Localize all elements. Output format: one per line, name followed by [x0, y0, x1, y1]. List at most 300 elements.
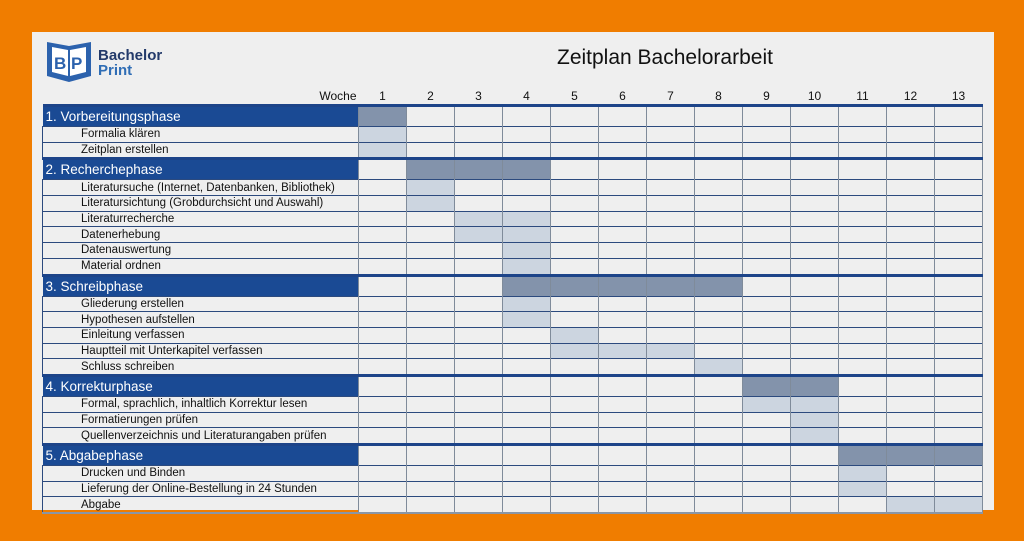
task-row — [43, 127, 983, 143]
week-cell — [599, 359, 647, 376]
task-label: Schluss schreiben — [43, 359, 359, 376]
week-number: 11 — [856, 89, 869, 103]
phase-row — [43, 375, 983, 396]
week-cell — [407, 481, 455, 497]
week-cell — [599, 312, 647, 328]
week-cell-scheduled — [551, 275, 599, 296]
week-cell — [407, 327, 455, 343]
week-cell — [743, 142, 791, 159]
week-cell — [359, 466, 407, 482]
week-cell — [551, 243, 599, 259]
week-cell — [887, 159, 935, 180]
page-title: Zeitplan Bachelorarbeit — [557, 46, 773, 69]
task-label: Datenerhebung — [43, 227, 359, 243]
week-cell-scheduled — [551, 343, 599, 359]
week-cell — [359, 327, 407, 343]
week-cell — [935, 159, 983, 180]
week-cell — [551, 106, 599, 127]
week-cell — [695, 227, 743, 243]
week-cell — [503, 466, 551, 482]
week-cell — [695, 211, 743, 227]
week-cell — [359, 375, 407, 396]
task-label: Formalia klären — [43, 127, 359, 143]
week-number: 13 — [951, 89, 966, 103]
week-cell — [839, 159, 887, 180]
week-cell — [647, 396, 695, 412]
week-cell — [743, 258, 791, 275]
week-number: 6 — [619, 89, 626, 103]
task-row — [43, 327, 983, 343]
week-cell — [839, 375, 887, 396]
task-label: Literatursichtung (Grobdurchsicht und Auswahl) — [43, 196, 359, 212]
week-cell — [599, 396, 647, 412]
week-cell-scheduled — [503, 312, 551, 328]
week-cell — [839, 127, 887, 143]
week-cell-scheduled — [407, 180, 455, 196]
week-cell — [743, 275, 791, 296]
week-cell — [935, 312, 983, 328]
week-cell — [407, 211, 455, 227]
week-cell-scheduled — [743, 375, 791, 396]
week-cell-scheduled — [407, 159, 455, 180]
week-cell — [887, 196, 935, 212]
week-cell-scheduled — [503, 296, 551, 312]
week-cell — [599, 296, 647, 312]
phase-label: 2. Recherchephase — [43, 159, 359, 180]
week-cell — [599, 375, 647, 396]
task-label: Gliederung erstellen — [43, 296, 359, 312]
week-cell — [887, 466, 935, 482]
task-row — [43, 428, 983, 445]
week-number: 1 — [379, 89, 386, 103]
week-cell — [647, 375, 695, 396]
week-cell — [407, 412, 455, 428]
week-number: 10 — [807, 89, 822, 103]
week-cell-scheduled — [695, 275, 743, 296]
week-cell — [407, 396, 455, 412]
week-cell — [503, 142, 551, 159]
week-cell-scheduled — [887, 497, 935, 513]
week-cell-scheduled — [839, 481, 887, 497]
week-cell — [791, 481, 839, 497]
task-label: Formal, sprachlich, inhaltlich Korrektur lesen — [43, 396, 359, 412]
week-cell — [407, 243, 455, 259]
week-cell — [551, 396, 599, 412]
week-cell — [407, 312, 455, 328]
week-cell — [791, 142, 839, 159]
week-cell — [407, 445, 455, 466]
week-cell — [455, 327, 503, 343]
svg-text:B: B — [54, 54, 67, 73]
week-cell — [695, 497, 743, 513]
week-cell — [695, 396, 743, 412]
week-cell — [503, 497, 551, 513]
week-cell — [551, 375, 599, 396]
week-number: 3 — [475, 89, 482, 103]
week-cell — [839, 428, 887, 445]
week-cell-scheduled — [599, 275, 647, 296]
week-cell — [551, 445, 599, 466]
logo-wordmark — [98, 48, 162, 78]
week-cell — [359, 497, 407, 513]
week-cell-scheduled — [791, 375, 839, 396]
week-cell — [647, 481, 695, 497]
week-cell — [839, 359, 887, 376]
week-cell — [407, 296, 455, 312]
task-label: Literatursuche (Internet, Datenbanken, Bibliothek) — [43, 180, 359, 196]
week-cell — [695, 412, 743, 428]
week-cell — [503, 106, 551, 127]
week-number: 4 — [523, 89, 530, 103]
week-cell — [551, 127, 599, 143]
week-cell — [551, 466, 599, 482]
week-cell — [647, 312, 695, 328]
week-cell — [599, 106, 647, 127]
week-cell — [935, 327, 983, 343]
week-cell — [695, 445, 743, 466]
week-cell — [743, 466, 791, 482]
week-cell — [743, 445, 791, 466]
week-cell — [455, 106, 503, 127]
week-cell — [839, 275, 887, 296]
task-label: Einleitung verfassen — [43, 327, 359, 343]
week-cell — [791, 312, 839, 328]
week-cell — [647, 327, 695, 343]
week-cell — [647, 497, 695, 513]
week-cell — [647, 412, 695, 428]
task-row — [43, 312, 983, 328]
week-cell — [743, 227, 791, 243]
week-cell — [695, 375, 743, 396]
week-cell — [935, 258, 983, 275]
week-cell — [887, 327, 935, 343]
week-cell — [935, 211, 983, 227]
week-cell — [647, 428, 695, 445]
task-label: Abgabe — [43, 497, 359, 513]
week-cell-scheduled — [791, 428, 839, 445]
week-cell-scheduled — [935, 445, 983, 466]
week-cell — [839, 258, 887, 275]
week-cell — [695, 466, 743, 482]
week-cell — [455, 312, 503, 328]
week-cell — [647, 142, 695, 159]
week-cell — [647, 445, 695, 466]
bachelor-print-logo-icon — [44, 36, 94, 86]
task-row — [43, 211, 983, 227]
week-cell — [647, 211, 695, 227]
week-cell — [503, 445, 551, 466]
week-cell — [791, 211, 839, 227]
week-cell — [599, 180, 647, 196]
week-cell — [743, 243, 791, 259]
week-cell-scheduled — [407, 196, 455, 212]
week-cell — [695, 312, 743, 328]
week-cell — [647, 106, 695, 127]
week-cell — [743, 106, 791, 127]
week-cell — [887, 343, 935, 359]
week-cell — [599, 243, 647, 259]
week-cell-scheduled — [839, 445, 887, 466]
week-cell — [743, 481, 791, 497]
week-cell — [455, 445, 503, 466]
week-cell — [647, 180, 695, 196]
week-cell — [503, 428, 551, 445]
week-cell — [791, 127, 839, 143]
week-cell — [839, 412, 887, 428]
week-cell — [887, 412, 935, 428]
week-cell — [743, 327, 791, 343]
week-cell — [887, 258, 935, 275]
week-cell — [455, 196, 503, 212]
week-cell — [791, 343, 839, 359]
week-cell — [743, 159, 791, 180]
week-cell — [407, 375, 455, 396]
week-cell — [791, 497, 839, 513]
week-cell — [695, 196, 743, 212]
week-cell-scheduled — [503, 227, 551, 243]
week-cell — [935, 412, 983, 428]
task-row — [43, 142, 983, 159]
week-cell — [551, 428, 599, 445]
week-cell — [935, 127, 983, 143]
week-cell-scheduled — [935, 497, 983, 513]
week-cell — [551, 180, 599, 196]
week-cell — [743, 296, 791, 312]
week-cell — [743, 412, 791, 428]
week-cell — [935, 481, 983, 497]
week-cell — [839, 211, 887, 227]
week-cell — [599, 127, 647, 143]
week-cell — [887, 106, 935, 127]
task-row — [43, 296, 983, 312]
week-cell — [455, 180, 503, 196]
week-cell — [455, 481, 503, 497]
week-cell — [839, 343, 887, 359]
week-cell — [647, 466, 695, 482]
week-cell-scheduled — [743, 396, 791, 412]
week-cell — [359, 227, 407, 243]
week-cell — [647, 243, 695, 259]
week-cell — [359, 445, 407, 466]
week-cell — [791, 275, 839, 296]
week-cell — [599, 481, 647, 497]
week-cell — [455, 497, 503, 513]
week-cell-scheduled — [791, 412, 839, 428]
week-cell — [407, 359, 455, 376]
week-cell-scheduled — [647, 343, 695, 359]
phase-row — [43, 106, 983, 127]
week-cell — [455, 127, 503, 143]
week-cell — [647, 359, 695, 376]
week-cell — [935, 142, 983, 159]
phase-label: 3. Schreibphase — [43, 275, 359, 296]
week-cell — [647, 258, 695, 275]
week-number: 2 — [427, 89, 434, 103]
week-cell — [887, 481, 935, 497]
week-cell-scheduled — [791, 396, 839, 412]
week-cell — [503, 343, 551, 359]
week-cell — [407, 106, 455, 127]
week-cell — [887, 127, 935, 143]
week-cell — [455, 243, 503, 259]
week-cell — [407, 428, 455, 445]
week-cell-scheduled — [647, 275, 695, 296]
week-cell — [503, 127, 551, 143]
task-row — [43, 396, 983, 412]
week-cell — [695, 258, 743, 275]
week-cell-scheduled — [503, 159, 551, 180]
week-cell — [791, 196, 839, 212]
week-cell — [503, 327, 551, 343]
phase-row — [43, 445, 983, 466]
week-cell — [839, 142, 887, 159]
task-row — [43, 359, 983, 376]
week-cell — [791, 445, 839, 466]
task-row — [43, 343, 983, 359]
week-cell — [791, 243, 839, 259]
week-cell — [551, 359, 599, 376]
week-cell — [695, 106, 743, 127]
task-label: Formatierungen prüfen — [43, 412, 359, 428]
week-cell — [791, 258, 839, 275]
phase-row — [43, 159, 983, 180]
week-cell — [935, 375, 983, 396]
week-cell — [455, 343, 503, 359]
week-cell — [551, 412, 599, 428]
week-cell — [791, 327, 839, 343]
week-cell — [359, 396, 407, 412]
week-cell — [551, 142, 599, 159]
week-cell-scheduled — [455, 227, 503, 243]
week-cell — [695, 296, 743, 312]
week-cell — [695, 428, 743, 445]
week-cell — [647, 227, 695, 243]
week-cell — [791, 180, 839, 196]
week-cell — [743, 196, 791, 212]
week-cell — [551, 497, 599, 513]
week-cell — [503, 196, 551, 212]
week-cell — [599, 227, 647, 243]
week-cell-scheduled — [551, 327, 599, 343]
week-cell — [791, 359, 839, 376]
week-cell — [647, 196, 695, 212]
week-cell — [455, 258, 503, 275]
week-cell — [359, 159, 407, 180]
week-cell — [935, 196, 983, 212]
task-label: Zeitplan erstellen — [43, 142, 359, 159]
week-cell — [791, 227, 839, 243]
week-cell-scheduled — [503, 275, 551, 296]
week-cell — [359, 312, 407, 328]
logo-line1: Bachelor — [98, 47, 163, 64]
week-cell — [359, 343, 407, 359]
week-cell — [407, 258, 455, 275]
task-label: Literaturrecherche — [43, 211, 359, 227]
week-cell — [455, 275, 503, 296]
week-cell — [647, 127, 695, 143]
phase-label: 5. Abgabephase — [43, 445, 359, 466]
task-row — [43, 243, 983, 259]
task-row — [43, 227, 983, 243]
week-cell — [887, 211, 935, 227]
task-row — [43, 412, 983, 428]
week-cell — [599, 142, 647, 159]
week-cell — [839, 196, 887, 212]
week-cell — [695, 243, 743, 259]
week-cell — [455, 142, 503, 159]
week-cell — [695, 343, 743, 359]
week-cell — [839, 327, 887, 343]
week-cell — [935, 296, 983, 312]
week-cell-scheduled — [839, 466, 887, 482]
week-cell — [887, 243, 935, 259]
week-cell — [935, 428, 983, 445]
week-cell-scheduled — [359, 127, 407, 143]
task-row — [43, 196, 983, 212]
week-cell — [935, 343, 983, 359]
week-cell — [743, 127, 791, 143]
week-cell-scheduled — [503, 258, 551, 275]
week-cell — [791, 159, 839, 180]
week-cell — [599, 466, 647, 482]
week-cell — [887, 428, 935, 445]
task-row — [43, 258, 983, 275]
week-cell — [695, 142, 743, 159]
week-cell-scheduled — [503, 243, 551, 259]
week-number: 8 — [715, 89, 722, 103]
schedule-table — [42, 86, 983, 514]
week-cell — [407, 466, 455, 482]
week-cell — [791, 296, 839, 312]
week-cell — [359, 359, 407, 376]
week-cell — [887, 312, 935, 328]
week-number: 12 — [903, 89, 918, 103]
week-cell-scheduled — [455, 211, 503, 227]
week-cell-scheduled — [695, 359, 743, 376]
week-cell — [887, 359, 935, 376]
week-cell-scheduled — [599, 343, 647, 359]
week-cell — [359, 243, 407, 259]
week-cell — [359, 412, 407, 428]
week-cell — [359, 196, 407, 212]
week-cell — [455, 359, 503, 376]
week-cell — [839, 227, 887, 243]
week-cell — [887, 375, 935, 396]
task-row — [43, 497, 983, 513]
week-cell — [551, 211, 599, 227]
week-cell — [695, 180, 743, 196]
week-cell — [935, 396, 983, 412]
week-cell — [839, 106, 887, 127]
week-cell-scheduled — [359, 142, 407, 159]
week-cell — [887, 142, 935, 159]
week-cell — [551, 481, 599, 497]
week-cell — [455, 375, 503, 396]
week-cell — [887, 275, 935, 296]
week-cell — [551, 312, 599, 328]
week-cell — [359, 275, 407, 296]
phase-label: 4. Korrekturphase — [43, 375, 359, 396]
task-label: Hypothesen aufstellen — [43, 312, 359, 328]
week-cell — [887, 296, 935, 312]
week-number: 5 — [571, 89, 578, 103]
week-cell — [407, 142, 455, 159]
week-cell — [791, 106, 839, 127]
week-cell — [599, 258, 647, 275]
week-cell — [551, 196, 599, 212]
week-cell — [839, 312, 887, 328]
week-cell — [551, 227, 599, 243]
